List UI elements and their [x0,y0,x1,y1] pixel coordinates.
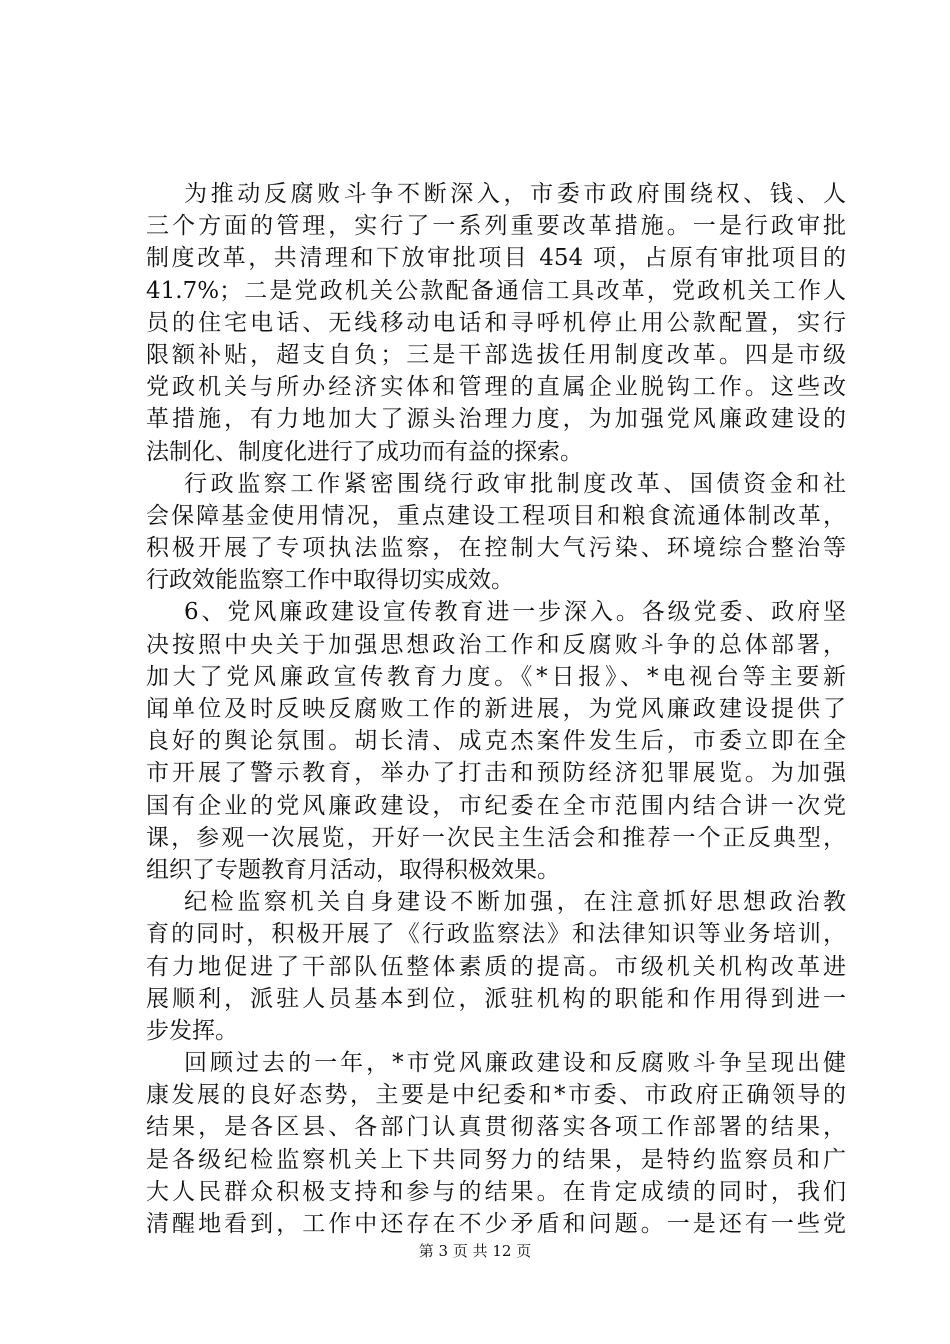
text-line: 为推动反腐败斗争不断深入，市委市政府围绕权、钱、人 [184,181,846,207]
text-line: 限额补贴，超支自负；三是干部选拔任用制度改革。四是市级 [146,341,846,368]
text-line: 清醒地看到，工作中还存在不少矛盾和问题。一是还有一些党 [146,1211,846,1237]
text-line: 员的住宅电话、无线移动电话和寻呼机停止用公款配置，实行 [146,309,846,336]
text-line: 加大了党风廉政宣传教育力度。《*日报》、*电视台等主要新 [146,663,846,690]
text-line: 康发展的良好态势，主要是中纪委和*市委、市政府正确领导的 [146,1082,846,1109]
text-line: 6、党风廉政建设宣传教育进一步深入。各级党委、政府坚 [184,599,846,626]
text-line: 有力地促进了干部队伍整体素质的提高。市级机关机构改革进 [146,953,846,980]
text-line: 步发挥。 [146,1017,238,1044]
text-line: 组织了专题教育月活动，取得积极效果。 [146,856,560,883]
text-line: 良好的舆论氛围。胡长清、成克杰案件发生后，市委立即在全 [146,728,846,755]
page-footer: 第 3 页 共 12 页 [418,1242,532,1260]
text-line: 结果，是各区县、各部门认真贯彻落实各项工作部署的结果， [146,1114,846,1141]
text-line: 纪检监察机关自身建设不断加强，在注意抓好思想政治教 [184,889,846,916]
text-line: 法制化、制度化进行了成功而有益的探索。 [146,438,583,465]
text-line: 课，参观一次展览，开好一次民主生活会和推荐一个正反典型， [146,824,846,851]
text-line: 三个方面的管理，实行了一系列重要改革措施。一是行政审批 [146,213,846,240]
text-line: 41.7%；二是党政机关公款配备通信工具改革，党政机关工作人 [146,277,846,304]
document-body [146,178,846,1240]
text-line: 积极开展了专项执法监察，在控制大气污染、环境综合整治等 [146,535,846,562]
text-line: 国有企业的党风廉政建设，市纪委在全市范围内结合讲一次党 [146,792,846,819]
text-line: 革措施，有力地加大了源头治理力度，为加强党风廉政建设的 [146,406,846,433]
text-line: 会保障基金使用情况，重点建设工程项目和粮食流通体制改革， [146,502,846,529]
text-line: 行政效能监察工作中取得切实成效。 [146,567,514,594]
text-line: 大人民群众积极支持和参与的结果。在肯定成绩的同时，我们 [146,1178,846,1205]
text-line: 党政机关与所办经济实体和管理的直属企业脱钩工作。这些改 [146,374,846,401]
text-line: 是各级纪检监察机关上下共同努力的结果，是特约监察员和广 [146,1146,846,1173]
text-line: 闻单位及时反映反腐败工作的新进展，为党风廉政建设提供了 [146,696,846,722]
text-line: 市开展了警示教育，举办了打击和预防经济犯罪展览。为加强 [146,760,846,787]
text-line: 育的同时，积极开展了《行政监察法》和法律知识等业务培训， [146,921,846,948]
text-line: 行政监察工作紧密围绕行政审批制度改革、国债资金和社 [184,470,846,497]
text-line: 制度改革，共清理和下放审批项目 454 项，占原有审批项目的 [146,245,846,272]
text-line: 回顾过去的一年，*市党风廉政建设和反腐败斗争呈现出健 [184,1050,846,1077]
text-line: 展顺利，派驻人员基本到位，派驻机构的职能和作用得到进一 [146,985,846,1012]
text-line: 决按照中央关于加强思想政治工作和反腐败斗争的总体部署， [146,631,846,658]
